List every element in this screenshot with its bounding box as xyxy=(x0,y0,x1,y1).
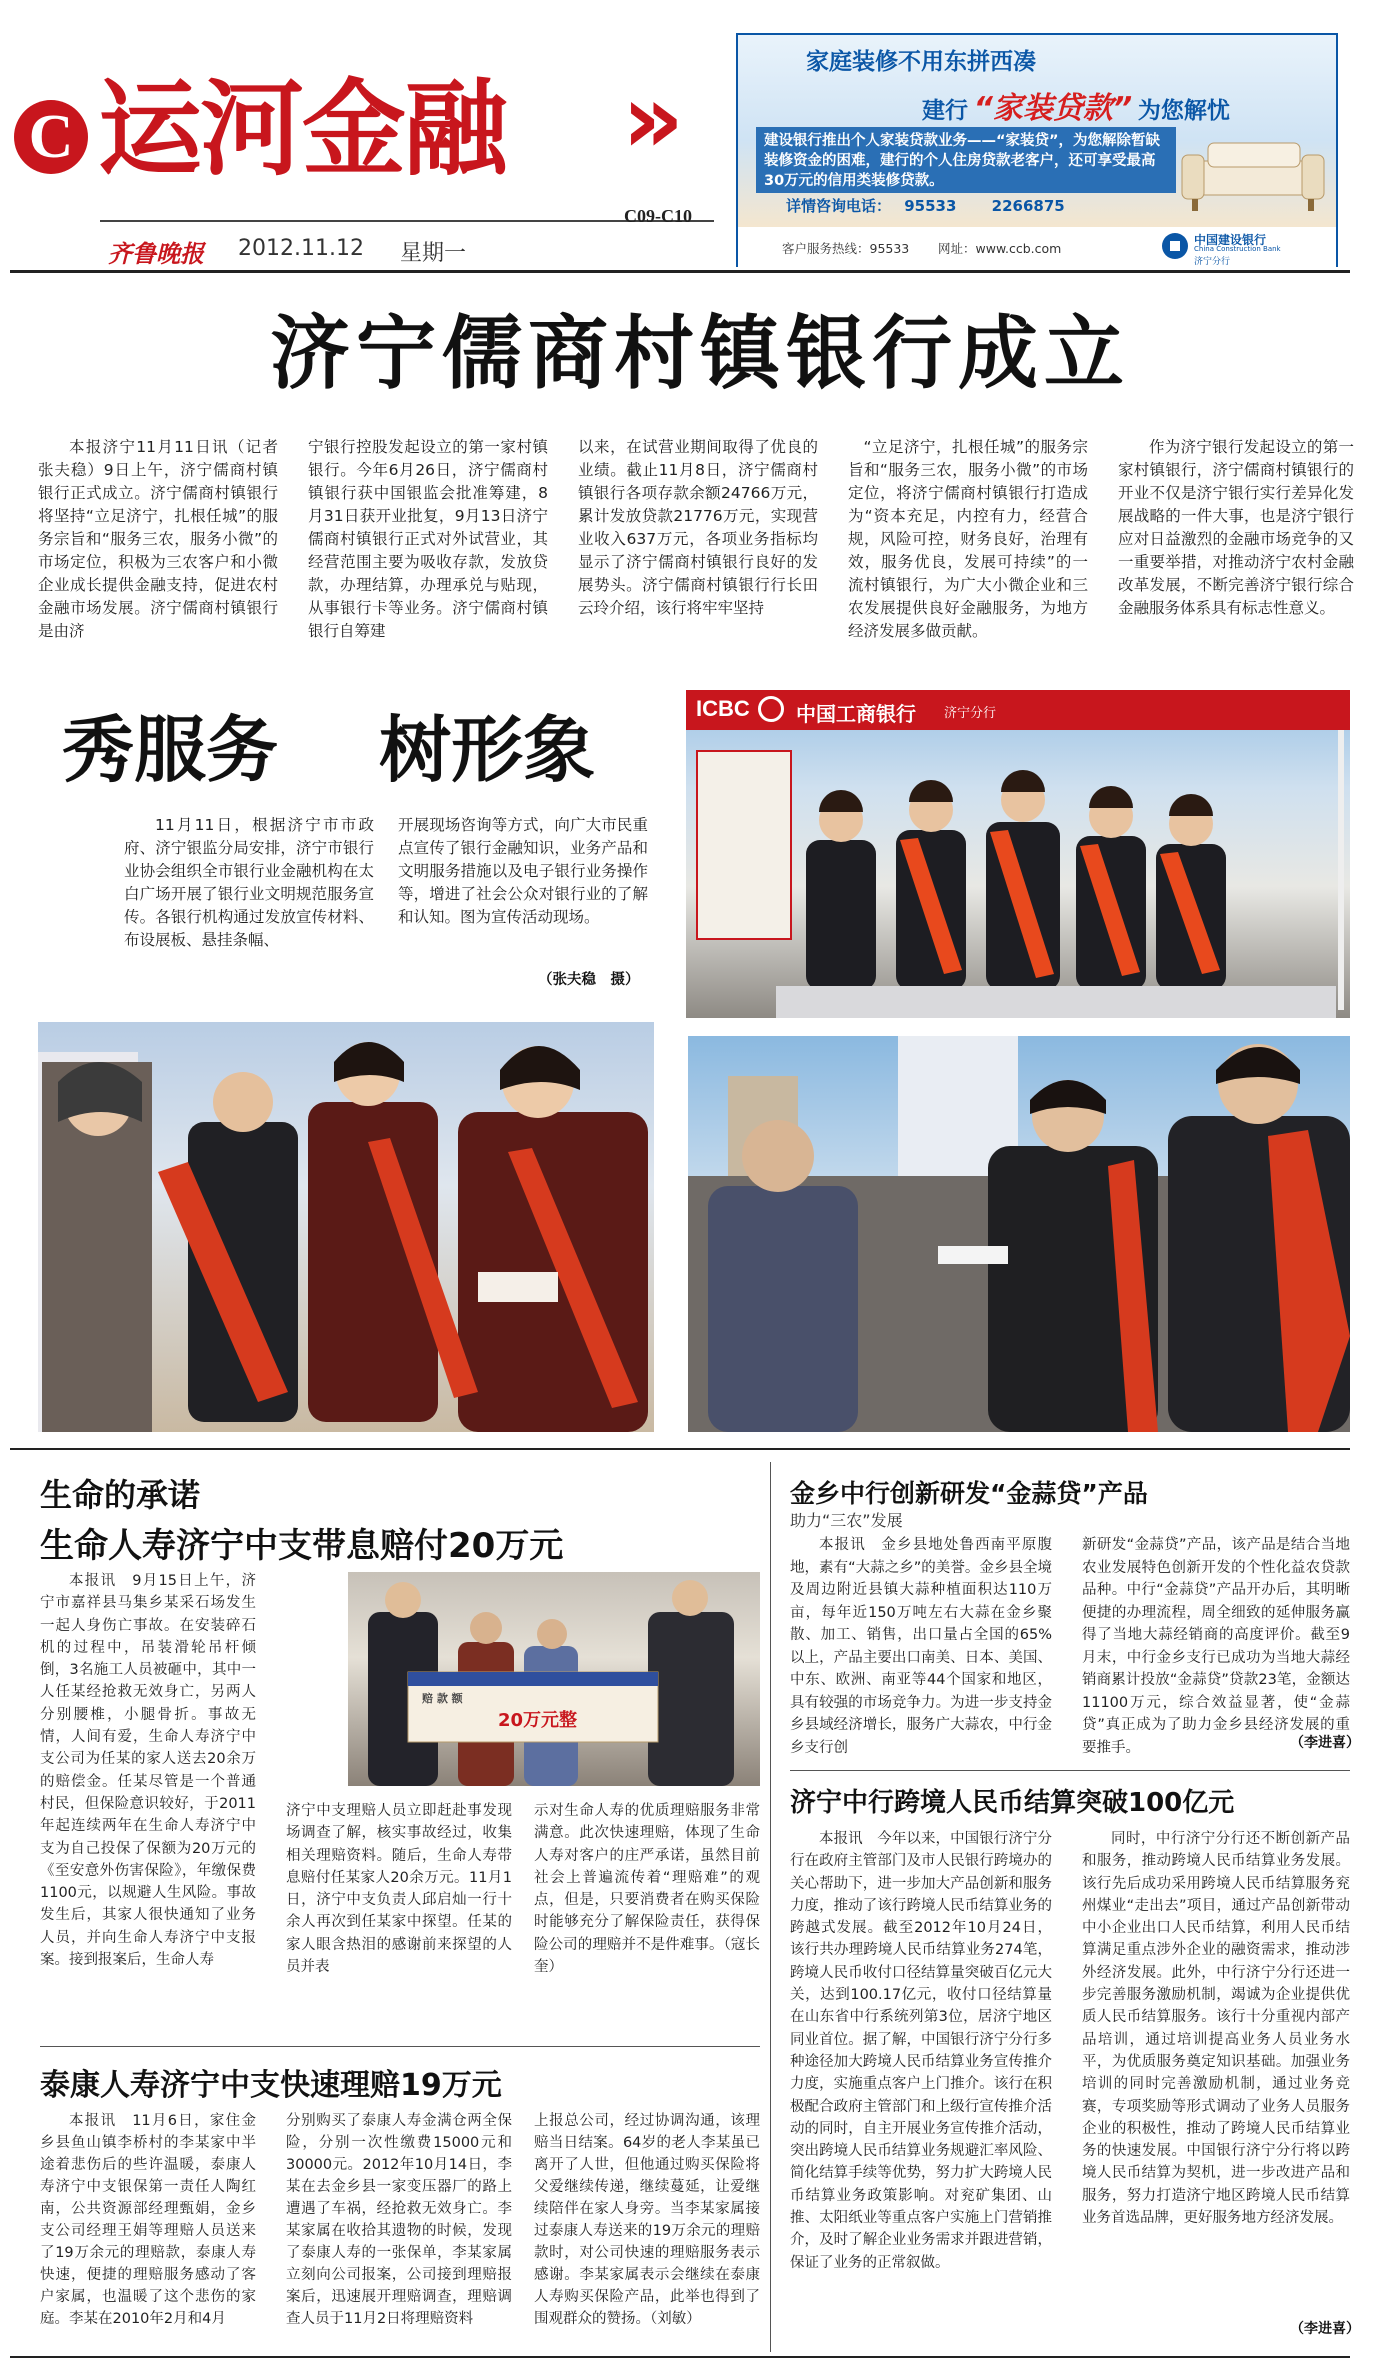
crowd-scene-right xyxy=(688,1036,1350,1432)
page-range: C09-C10 xyxy=(624,206,692,226)
ccb-ad[interactable] xyxy=(736,33,1338,267)
life-headline: 生命人寿济宁中支带息赔付20万元 xyxy=(40,1526,564,1566)
life-col-3: 示对生命人寿的优质理赔服务非常满意。此次快速理赔，体现了生命人寿对客户的庄严承诺，虽然目前社会上普遍流传着“理赔难”的观点，但是，只要消费者在购买保险时能够充分了解保险责任，获得保险公司的理赔并不是件难事。（寇长奎） xyxy=(534,1803,760,1976)
lead-headline: 济宁儒商村镇银行成立 xyxy=(270,306,1130,400)
garlic-credit: （李进喜） xyxy=(1290,1735,1360,1751)
people-with-check xyxy=(348,1572,760,1786)
icbc-branch: 济宁分行 xyxy=(944,706,997,721)
icbc-bank-name: 中国工商银行 xyxy=(796,702,916,726)
lead-col-3: 以来，在试营业期间取得了优良的业绩。截止11月8日，济宁儒商村镇银行各项存款余额24766万元，累计发放贷款21776万元，实现营业收入637万元，各项业务指标均显示了济宁儒商村镇银行良好的发展势头。济宁儒商村镇银行行长田云玲介绍，该行将牢牢坚持 xyxy=(578,438,818,617)
lead-col-1: 本报济宁11月11日讯（记者 张夫稳）9日上午，济宁儒商村镇银行正式成立。济宁儒商村镇银行将坚持“立足济宁，扎根任城”的服务宗旨和“服务三农，服务小微”的市场定位，积极为三农客户和小微企业成长提供金融支持，促进农村金融市场发展。济宁儒商村镇银行是由济 xyxy=(38,438,294,640)
paper-name: 齐鲁晚报 xyxy=(108,239,204,268)
garlic-col-1: 本报讯 金乡县地处鲁西南平原腹地，素有“大蒜之乡”的美誉。金乡县全境及周边附近县镇大蒜种植面积达110万亩，每年近150万吨左右大蒜在金乡聚散、加工、销售，出口量占全国的65%以上，产品主要出口南美、日本、美国、中东、欧洲、南亚等44个国家和地区，具有较强的市场竞争力。为进一步支持金乡县域经济增长，服务广大蒜农，中行金乡支行创 xyxy=(790,1537,1052,1756)
sofa-illustration xyxy=(1178,133,1328,215)
chevron-icon: » xyxy=(622,63,685,175)
icbc-brand: ICBC xyxy=(696,696,750,721)
rmb-credit: （李进喜） xyxy=(1290,2321,1360,2337)
photo-consultation xyxy=(688,1036,1350,1432)
section-title: 运河金融 xyxy=(98,67,507,190)
ad-phone-label: 详情咨询电话： xyxy=(786,197,892,215)
icbc-banner xyxy=(686,690,1350,730)
show-headline-a: 秀服务 xyxy=(62,707,279,792)
crowd-scene-left xyxy=(38,1022,654,1432)
rmb-col-2: 同时，中行济宁分行还不断创新产品和服务，推动跨境人民币结算业务发展。该行先后成功采用跨境人民币结算服务兖州煤业“走出去”项目，通过产品创新带动中小企业出口人民币结算，利用人民币结算满足重点涉外企业的融资需求，推动涉外经济发展。此外，中行济宁分行还进一步完善服务激励机制，竭诚为企业提供优质人民币结算服务。该行十分重视内部产品培训，通过培训提高业务人员业务水平，为优质服务奠定知识基础。加强业务培训的同时完善激励机制，通过业务竞赛，专项奖励等形式调动了业务人员服务企业的积极性，推动了跨境人民币结算业务的快速发展。中国银行济宁分行将以跨境人民币结算为契机，进一步改进产品和服务，努力打造济宁地区跨境人民币结算业务首选品牌，更好服务地方经济发展。 xyxy=(1082,1831,1350,2227)
taikang-col-3: 上报总公司，经过协调沟通，该理赔当日结案。64岁的老人李某虽已离开了人世，但他通过购买保险将父爱继续传递，继续蔓延，让爱继续陪伴在家人身旁。当李某家属接过泰康人寿送来的19万余元的理赔款时，对公司快速的理赔服务表示感谢。李某家属表示会继续在泰康人寿购买保险产品，此举也得到了围观群众的赞扬。（刘敏） xyxy=(534,2113,760,2327)
ad-headline-2a: 建行 xyxy=(922,98,968,124)
ad-phone-1: 95533 xyxy=(904,197,957,215)
taikang-col-1: 本报讯 11月6日，家住金乡县鱼山镇李桥村的李某家中半途着悲伤后的些许温暖，泰康人寿济宁中支银保第一责任人陶红南，公共资源部经理甄娟，金乡支公司经理王娟等理赔人员送来了19万余元的理赔款，泰康人寿快速，便捷的理赔服务感动了客户家属，也温暖了这个悲伤的家庭。李某在2010年2月和4月 xyxy=(40,2113,256,2327)
ad-bank-name: 中国建设银行 xyxy=(1194,233,1267,247)
top-rule xyxy=(10,270,1350,273)
ccb-logo-icon xyxy=(1162,233,1188,259)
taikang-rule xyxy=(40,2046,760,2047)
logo-circle: C xyxy=(14,100,88,174)
rmb-col-1: 本报讯 今年以来，中国银行济宁分行在政府主管部门及市人民银行跨境办的关心帮助下，进一步加大产品创新和服务力度，推动了该行跨境人民币结算业务的跨越式发展。截至2012年10月24日，该行共办理跨境人民币结算业务274笔，跨境人民币收付口径结算量突破百亿元大关，达到100.17亿元，收付口径结算量在山东省中行系统列第3位，居济宁地区同业首位。据了解，中国银行济宁分行多种途径加大跨境人民币结算业务宣传推介力度，实施重点客户上门推介。该行在积极配合政府主管部门和上级行宣传推介活动的同时，自主开展业务宣传推介活动，突出跨境人民币结算业务规避汇率风险、简化结算手续等优势，努力扩大跨境人民币结算业务政策影响。对兖矿集团、山推、太阳纸业等重点客户实施上门营销推介，及时了解企业业务需求并跟进营销，保证了业务的正常叙做。 xyxy=(790,1831,1052,2271)
rmb-rule xyxy=(790,1770,1350,1771)
photo-claim-check xyxy=(348,1572,760,1786)
ad-headline-1: 家庭装修不用东拼西凑 xyxy=(806,49,1036,75)
ad-phone-2: 2266875 xyxy=(991,197,1065,215)
ad-phone-row xyxy=(786,195,1065,216)
icbc-logo-icon xyxy=(758,696,784,722)
taikang-headline: 泰康人寿济宁中支快速理赔19万元 xyxy=(40,2068,502,2103)
lead-col-2: 宁银行控股发起设立的第一家村镇银行。今年6月26日，济宁儒商村镇银行获中国银监会批准筹建，8月31日获开业批复，9月13日济宁儒商村镇银行正式对外试营业，其经营范围主要为吸收存款，发放贷款，办理结算，办理承兑与贴现，从事银行卡等业务。济宁儒商村镇银行自筹建 xyxy=(308,438,548,640)
photo-credit: （张夫稳 摄） xyxy=(538,972,640,988)
photo-icbc-booth xyxy=(686,690,1350,1018)
ad-headline-2b: “家装贷款” xyxy=(973,91,1133,126)
rmb-headline: 济宁中行跨境人民币结算突破100亿元 xyxy=(790,1788,1235,1818)
ad-headline-2 xyxy=(922,83,1230,127)
show-headline xyxy=(62,700,595,800)
garlic-col-2: 新研发“金蒜贷”产品，该产品是结合当地农业发展特色创新开发的个性化益农贷款品种。中行“金蒜贷”产品开办后，其明晰便捷的办理流程，周全细致的延伸服务赢得了当地大蒜经销商的高度评价。截至9月末，中行金乡支行已成功为当地大蒜经销商累计投放“金蒜贷”贷款23笔，金额达11100万元，综合效益显著，使“金蒜贷”真正成为了助力金乡县经济发展的重要推手。 xyxy=(1082,1537,1350,1756)
ad-bank-en: China Construction Bank xyxy=(1194,245,1281,253)
life-col-1: 本报讯 9月15日上午，济宁市嘉祥县马集乡某采石场发生一起人身伤亡事故。在安装碎石机的过程中，吊装滑轮吊杆倾倒，3名施工人员被砸中，其中一人任某经抢救无效身亡，另两人分别腰椎，小腿骨折。事故无情，人间有爱，生命人寿济宁中支公司为任某的家人送去20余万的赔偿金。任某尽管是一个普通村民，但保险意识较好，于2011年起连续两年在生命人寿济宁中支为自己投保了保额为20万元的《至安意外伤害保险》，年缴保费1100元，以规避人生风险。事故发生后，其家人很快通知了业务人员，并向生命人寿济宁中支报案。接到报案后，生命人寿 xyxy=(40,1573,256,1969)
show-headline-b: 树形象 xyxy=(379,707,596,792)
column-divider xyxy=(770,1462,771,2352)
ad-branch: 济宁分行 xyxy=(1194,257,1231,267)
photo-staff-handing-leaflets xyxy=(38,1022,654,1432)
ad-body: 建设银行推出个人家装贷款业务——“家装贷”，为您解除暂缺装修资金的困难，建行的个人住房贷款老客户，还可享受最高30万元的信用类装修贷款。 xyxy=(756,127,1176,193)
masthead-rule xyxy=(100,220,714,222)
check-label: 赔 款 额 xyxy=(422,1692,463,1705)
issue-weekday: 星期一 xyxy=(400,241,467,266)
life-col-2: 济宁中支理赔人员立即赶赴事发现场调查了解，核实事故经过，收集相关理赔资料。随后，生命人寿带息赔付任某家人20余万元。11月1日，济宁中支负责人邱启灿一行十余人再次到任某家中探望。任某的家人眼含热泪的感谢前来探望的人员并表 xyxy=(286,1803,512,1976)
lead-col-4: “立足济宁，扎根任城”的服务宗旨和“服务三农，服务小微”的市场定位，将济宁儒商村镇银行打造成为“资本充足，内控有力，经营合规，风险可控，财务良好，治理有效，服务优良，发展可持续”的一流村镇银行，为广大小微企业和三农发展提供良好金融服务，为地方经济发展多做贡献。 xyxy=(848,438,1088,640)
ad-website: 网址：www.ccb.com xyxy=(938,241,1062,256)
show-col-1: 11月11日，根据济宁市市政府、济宁银监分局安排，济宁市银行业协会组织全市银行业金融机构在太白广场开展了银行业文明规范服务宣传。各银行机构通过发放宣传材料、布设展板、悬挂条幅、 xyxy=(124,816,374,949)
check-amount: 20万元整 xyxy=(498,1710,578,1731)
taikang-col-2: 分别购买了泰康人寿金满仓两全保险，分别一次性缴费15000元和30000元。2012年10月14日，李某在去金乡县一家变压器厂的路上遭遇了车祸，经抢救无效身亡。李某家属在收拾其遗物的时候，发现了泰康人寿的一张保单，李某家属立刻向公司报案，公司接到理赔报案后，迅速展开理赔调查，理赔调查人员于11月2日将理赔资料 xyxy=(286,2113,512,2327)
life-kicker: 生命的承诺 xyxy=(40,1476,201,1514)
lead-col-5: 作为济宁银行发起设立的第一家村镇银行，济宁儒商村镇银行的开业不仅是济宁银行实行差异化发展战略的一件大事，也是济宁银行应对日益激烈的金融市场竞争的又一重要举措，对推动济宁农村金融改革发展，不断完善济宁银行综合金融服务体系具有标志性意义。 xyxy=(1118,438,1354,617)
mid-rule xyxy=(10,1448,1350,1450)
show-col-2: 开展现场咨询等方式，向广大市民重点宣传了银行金融知识，业务产品和文明服务措施以及电子银行业务操作等，增进了社会公众对银行业的了解和认知。图为宣传活动现场。 xyxy=(398,816,648,926)
tent-post xyxy=(1338,730,1344,1010)
garlic-sub: 助力“三农”发展 xyxy=(790,1511,903,1530)
garlic-headline: 金乡中行创新研发“金蒜贷”产品 xyxy=(790,1479,1148,1508)
ad-headline-2c: 为您解忧 xyxy=(1137,98,1230,124)
issue-date: 2012.11.12 xyxy=(238,236,364,261)
ad-hotline: 客户服务热线：95533 xyxy=(782,241,910,256)
bottom-rule xyxy=(10,2356,1350,2358)
staff-figures xyxy=(776,760,1336,1018)
